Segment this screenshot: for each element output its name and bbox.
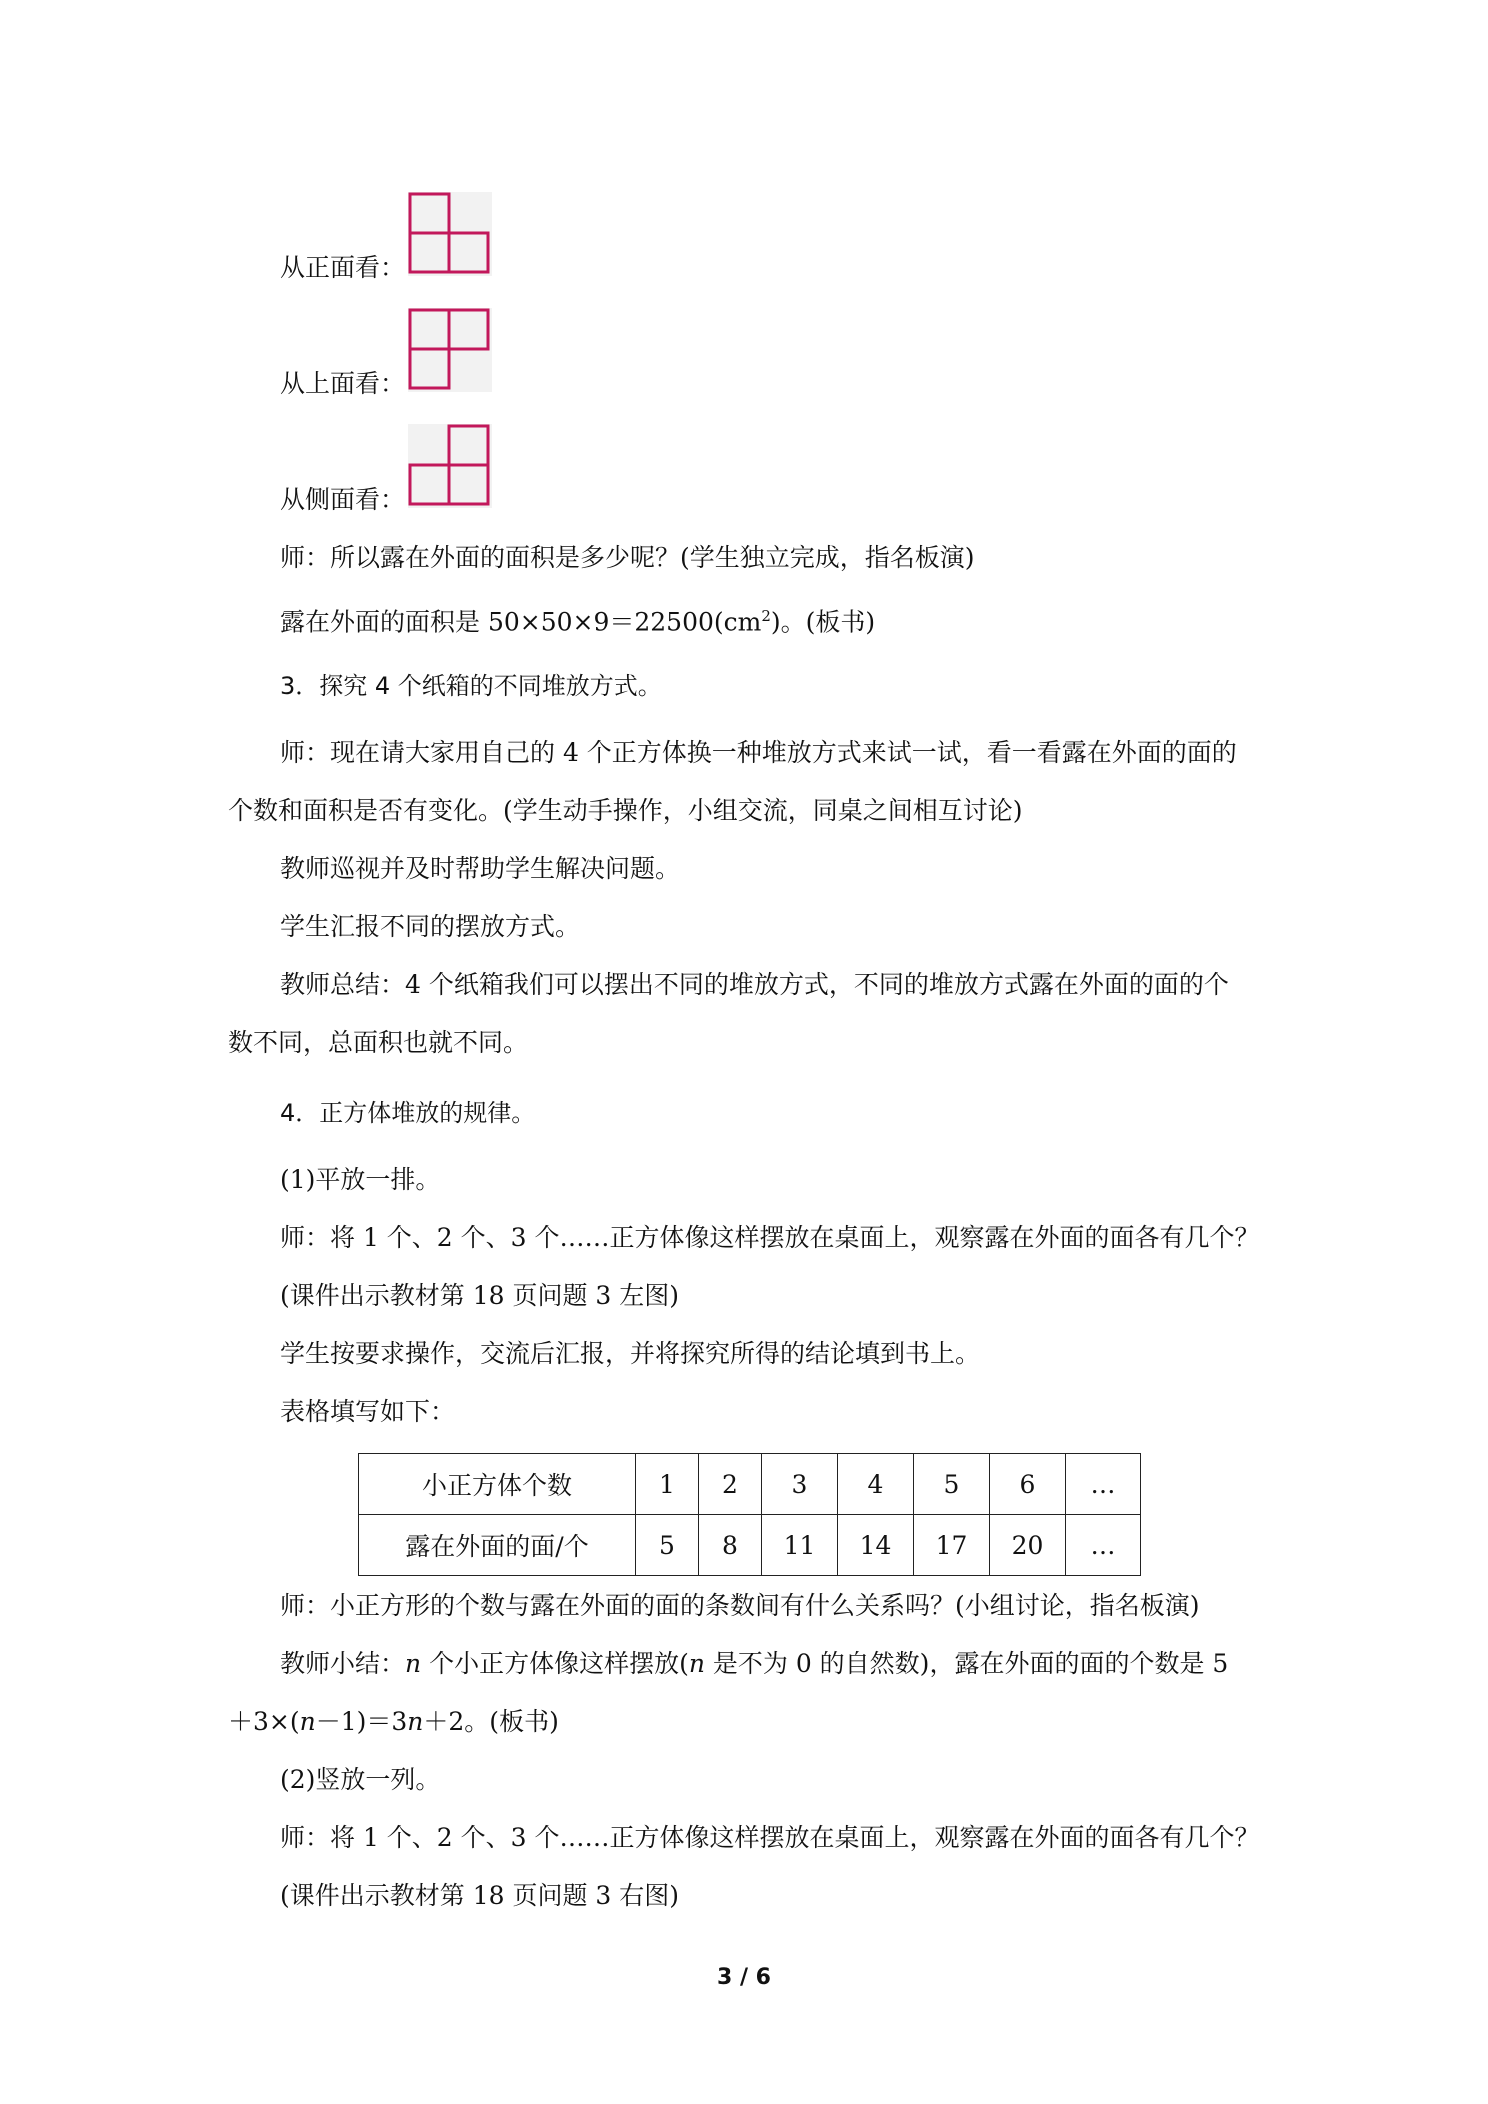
side-view-label: 从侧面看： — [280, 485, 406, 514]
area-result: 露在外面的面积是 $50\times 50\times 9=22500(cm^2)$。(板书) — [280, 607, 876, 637]
paragraph-10: 学生按要求操作，交流后汇报，并将探究所得的结论填到书上。 — [280, 1339, 981, 1368]
table-cell: 小正方体个数 — [359, 1454, 636, 1515]
paragraph-6b: 数不同，总面积也就不同。 — [228, 1028, 529, 1057]
paragraph-5: 学生汇报不同的摆放方式。 — [280, 912, 581, 941]
paragraph-3b: 个数和面积是否有变化。(学生动手操作，小组交流，同桌之间相互讨论) — [228, 796, 1023, 825]
paragraph-15: 师：将 1 个、2 个、3 个……正方体像这样摆放在桌面上，观察露在外面的面各有几个？ — [280, 1823, 1260, 1852]
table-cell: 11 — [762, 1515, 838, 1576]
paragraph-8: 师：将 1 个、2 个、3 个……正方体像这样摆放在桌面上，观察露在外面的面各有几个？ — [280, 1223, 1260, 1252]
table-cell: 14 — [838, 1515, 914, 1576]
paragraph-9: (课件出示教材第 18 页问题 3 左图) — [280, 1281, 680, 1310]
table-cell: 露在外面的面/个 — [359, 1515, 636, 1576]
page-number: 3 / 6 — [717, 1965, 771, 1990]
table-row — [359, 1454, 1141, 1515]
paragraph-6a: 教师总结：4 个纸箱我们可以摆出不同的堆放方式，不同的堆放方式露在外面的面的个 — [280, 970, 1229, 999]
table-cell: 4 — [838, 1454, 914, 1515]
table-cell: 8 — [699, 1515, 762, 1576]
paragraph-3a: 师：现在请大家用自己的 4 个正方体换一种堆放方式来试一试，看一看露在外面的面的 — [280, 738, 1237, 767]
table-cell: 6 — [990, 1454, 1066, 1515]
table-cell: 2 — [699, 1454, 762, 1515]
teacher-question-area: 师：所以露在外面的面积是多少呢？(学生独立完成，指名板演) — [280, 543, 975, 572]
table-cell: 5 — [636, 1515, 699, 1576]
paragraph-12: 师：小正方形的个数与露在外面的面的条数间有什么关系吗？(小组讨论，指名板演) — [280, 1591, 1200, 1620]
front-view-grid — [408, 192, 492, 276]
paragraph-13b: ＋3×(n－1)＝3n＋2。(板书) — [228, 1707, 559, 1736]
front-view-label: 从正面看： — [280, 253, 406, 282]
table-cell: 3 — [762, 1454, 838, 1515]
table-cell: … — [1066, 1515, 1141, 1576]
top-view-grid — [408, 308, 492, 392]
table-cell: 5 — [914, 1454, 990, 1515]
paragraph-16: (课件出示教材第 18 页问题 3 右图) — [280, 1881, 680, 1910]
paragraph-11: 表格填写如下： — [280, 1397, 456, 1426]
side-view-grid — [408, 424, 492, 508]
top-view-label: 从上面看： — [280, 369, 406, 398]
table-cell: … — [1066, 1454, 1141, 1515]
table-cell: 1 — [636, 1454, 699, 1515]
paragraph-4: 教师巡视并及时帮助学生解决问题。 — [280, 854, 681, 883]
table-row — [359, 1515, 1141, 1576]
table-cell: 17 — [914, 1515, 990, 1576]
section-heading-4: 4．正方体堆放的规律。 — [280, 1099, 536, 1127]
section-heading-3: 3．探究 4 个纸箱的不同堆放方式。 — [280, 672, 662, 700]
table-cell: 20 — [990, 1515, 1066, 1576]
paragraph-13a: 教师小结：n 个小正方体像这样摆放(n 是不为 0 的自然数)，露在外面的面的个数是 5 — [280, 1649, 1229, 1678]
data-table — [358, 1453, 1141, 1576]
subheading-1: (1)平放一排。 — [280, 1165, 441, 1194]
subheading-2: (2)竖放一列。 — [280, 1765, 441, 1794]
